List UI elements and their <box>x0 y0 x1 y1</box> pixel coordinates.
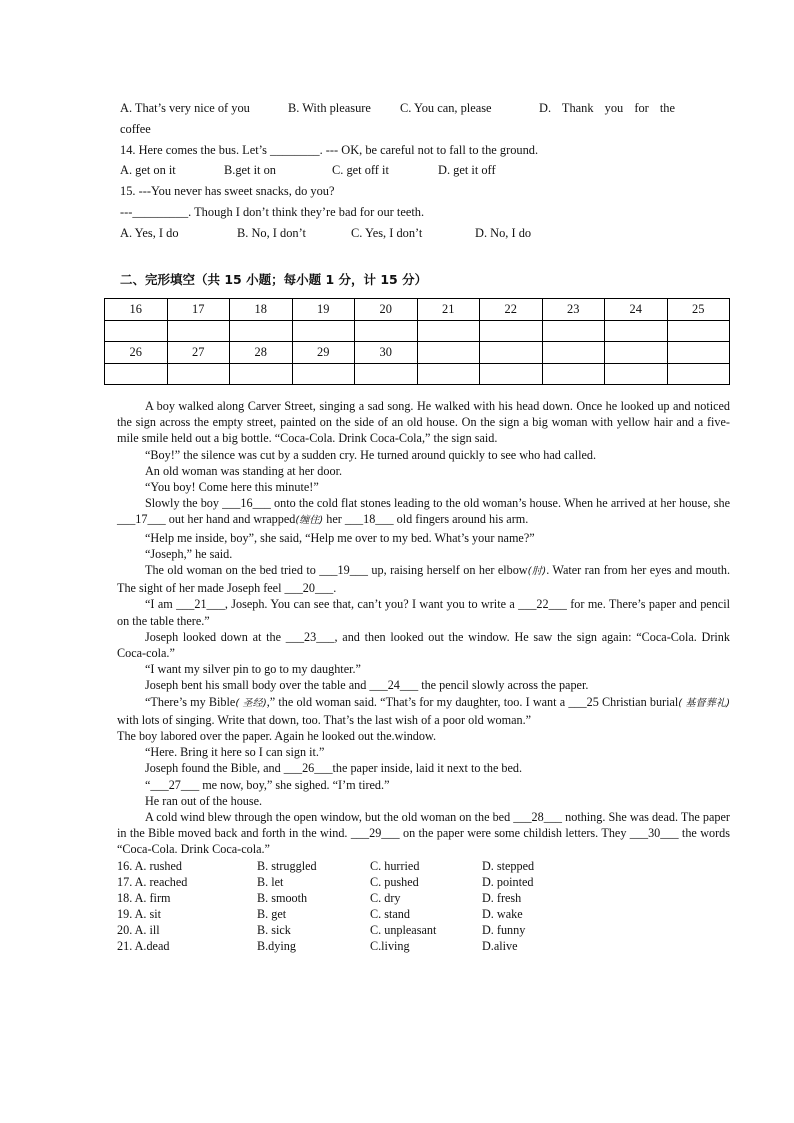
answer-cell[interactable] <box>292 321 355 342</box>
text: . Water ran from her eyes and mouth. The sight of her made Joseph feel ___20___. <box>117 563 731 596</box>
text: her ___18___ old fingers around his arm. <box>323 512 529 527</box>
table-row-answers <box>105 321 730 342</box>
option-b: B. With pleasure <box>288 101 371 115</box>
q13-options <box>120 98 730 119</box>
paragraph: A boy walked along Carver Street, singing a sad song. He walked with his head down. Once he looked up and noticed the sign across the empty street, painted on the side of an old house. On the sign a big woman with yellow hair and a five-mile smile held out a big bottle. “Coca-Cola. Drink Coca-Cola,” the sign said. <box>117 398 730 446</box>
option-a: A. That’s very nice of you <box>120 101 250 115</box>
choice: D. stepped <box>482 858 535 873</box>
table-cell <box>417 342 480 364</box>
table-cell: 18 <box>230 299 293 321</box>
option-a: A. Yes, I do <box>120 225 179 240</box>
answer-cell[interactable] <box>230 363 293 384</box>
table-cell: 16 <box>105 299 168 321</box>
answer-cell <box>480 363 543 384</box>
option-d: D. Thank you for the <box>539 101 675 115</box>
choice: B. smooth <box>257 890 308 905</box>
answer-cell[interactable] <box>167 363 230 384</box>
choice: 17. A. reached <box>117 874 188 889</box>
paragraph: A cold wind blew through the open window, but the old woman on the bed ___28___ nothing. She was dead. The paper in the Bible moved back and forth in the wind. ___29___ on the paper were some childish letters. They ___30___ the words “Coca-Cola. Drink Coca-cola.” <box>117 810 730 857</box>
answer-cell[interactable] <box>667 321 730 342</box>
paragraph: He ran out of the house. <box>145 793 263 808</box>
answer-cell[interactable] <box>480 321 543 342</box>
paragraph <box>117 694 730 728</box>
q15-reply: ---_________. Though I don’t think they’re bad for our teeth. <box>120 204 425 219</box>
choice: C.living <box>370 938 410 953</box>
paragraph: Joseph bent his small body over the table and ___24___ the pencil slowly across the paper. <box>145 678 589 693</box>
answer-table <box>104 298 730 385</box>
choice: 18. A. firm <box>117 890 171 905</box>
paragraph: An old woman was standing at her door. <box>145 463 342 478</box>
table-cell: 24 <box>605 299 668 321</box>
paragraph: “Here. Bring it here so I can sign it.” <box>145 745 325 760</box>
paragraph: Joseph looked down at the ___23___, and then looked out the window. He saw the sign again: “Coca-Cola. Drink Coca-cola.” <box>117 629 730 661</box>
choice: B.dying <box>257 938 296 953</box>
chinese-gloss: ( 基督葬礼) <box>678 697 730 709</box>
answer-cell[interactable] <box>605 321 668 342</box>
answer-cell[interactable] <box>105 363 168 384</box>
choice: B. struggled <box>257 858 317 873</box>
chinese-gloss: (肘) <box>527 566 547 577</box>
answer-cell[interactable] <box>105 321 168 342</box>
choice: C. pushed <box>370 874 419 889</box>
table-cell: 26 <box>105 342 168 364</box>
q14-stem: 14. Here comes the bus. Let’s ________. --- OK, be careful not to fall to the ground. <box>120 142 539 157</box>
answer-cell[interactable] <box>355 363 418 384</box>
q15-stem: 15. ---You never has sweet snacks, do you? <box>120 184 335 199</box>
section-title: 二、完形填空（共 15 小题；每小题 1 分，计 15 分） <box>120 271 428 287</box>
chinese-gloss: (缠住) <box>295 515 324 527</box>
choice: D. fresh <box>482 890 522 905</box>
paragraph <box>117 495 730 529</box>
choice: 20. A. ill <box>117 922 160 937</box>
option-c: C. Yes, I don’t <box>351 225 423 240</box>
answer-cell <box>542 363 605 384</box>
choice: C. stand <box>370 906 410 921</box>
q14-options <box>120 160 730 181</box>
list-item <box>117 938 730 954</box>
text: The old woman on the bed tried to ___19___ up, raising herself on her elbow <box>145 563 528 577</box>
option-b: B. No, I don’t <box>237 225 306 240</box>
choice: B. get <box>257 906 287 921</box>
answer-cell[interactable] <box>417 321 480 342</box>
table-cell: 19 <box>292 299 355 321</box>
table-cell: 20 <box>355 299 418 321</box>
answer-cell <box>417 363 480 384</box>
chinese-gloss: ( 圣经) <box>235 697 267 709</box>
choice: D. funny <box>482 922 526 937</box>
option-d-continued: coffee <box>120 121 151 136</box>
text: ,” the old woman said. “That’s for my daughter, too. I want a ___25 Christian burial <box>266 694 679 709</box>
option-b: B.get it on <box>224 163 276 178</box>
table-cell: 25 <box>667 299 730 321</box>
answer-cell[interactable] <box>292 363 355 384</box>
table-cell <box>542 342 605 364</box>
answer-cell <box>605 363 668 384</box>
paragraph: The boy labored over the paper. Again he looked out the.window. <box>117 729 437 744</box>
choice: 19. A. sit <box>117 906 162 921</box>
table-cell: 23 <box>542 299 605 321</box>
answer-cell[interactable] <box>355 321 418 342</box>
cloze-passage <box>117 398 730 858</box>
choice: B. let <box>257 874 284 889</box>
list-item <box>117 874 730 890</box>
choice: C. unpleasant <box>370 922 437 937</box>
paragraph: “Boy!” the silence was cut by a sudden cry. He turned around quickly to see who had called. <box>145 447 597 462</box>
answer-cell[interactable] <box>167 321 230 342</box>
table-cell: 27 <box>167 342 230 364</box>
table-row-numbers <box>105 342 730 364</box>
paragraph: “I am ___21___, Joseph. You can see that, can’t you? I want you to write a ___22___ for me. There’s paper and pencil on the table there.” <box>117 597 730 628</box>
text: with lots of singing. Write that down, too. That’s the last wish of a poor old woman.” <box>117 712 532 727</box>
table-cell: 21 <box>417 299 480 321</box>
answer-cell[interactable] <box>542 321 605 342</box>
answer-cell <box>667 363 730 384</box>
choice: 16. A. rushed <box>117 858 182 873</box>
table-cell: 28 <box>230 342 293 364</box>
table-row-numbers <box>105 299 730 321</box>
list-item <box>117 906 730 922</box>
choice: C. hurried <box>370 858 420 873</box>
paragraph: “Joseph,” he said. <box>145 546 233 561</box>
list-item <box>117 890 730 906</box>
q15-options <box>120 223 730 244</box>
choice: D. pointed <box>482 874 534 889</box>
paragraph: “Help me inside, boy”, she said, “Help me over to my bed. What’s your name?” <box>145 530 535 545</box>
table-cell <box>480 342 543 364</box>
option-c: C. get off it <box>332 163 389 178</box>
table-cell: 30 <box>355 342 418 364</box>
table-cell <box>667 342 730 364</box>
table-cell: 22 <box>480 299 543 321</box>
text: “There’s my Bible <box>145 694 236 709</box>
answer-cell[interactable] <box>230 321 293 342</box>
exam-page <box>117 98 731 954</box>
paragraph: Joseph found the Bible, and ___26___the paper inside, laid it next to the bed. <box>145 761 523 776</box>
choice: B. sick <box>257 922 291 937</box>
option-a: A. get on it <box>120 163 176 178</box>
table-row-answers <box>105 363 730 384</box>
choice: C. dry <box>370 890 401 905</box>
choice: D.alive <box>482 938 518 953</box>
choice: D. wake <box>482 906 523 921</box>
option-d: D. get it off <box>438 163 496 178</box>
choice-list <box>117 858 730 954</box>
table-cell: 29 <box>292 342 355 364</box>
table-cell <box>605 342 668 364</box>
paragraph <box>117 562 730 596</box>
list-item <box>117 858 730 874</box>
paragraph: “I want my silver pin to go to my daughter.” <box>145 662 361 677</box>
text: Slowly the boy ___16___ onto the cold flat stones leading to the old woman’s house. When he arrived at her house, she ___17___ out her hand and wrapped <box>117 496 730 527</box>
option-d: D. No, I do <box>475 225 532 240</box>
choice: 21. A.dead <box>117 938 170 953</box>
list-item <box>117 922 730 938</box>
table-cell: 17 <box>167 299 230 321</box>
option-c: C. You can, please <box>400 101 492 115</box>
paragraph: “You boy! Come here this minute!” <box>145 479 319 494</box>
paragraph: “___27___ me now, boy,” she sighed. “I’m tired.” <box>145 777 390 792</box>
